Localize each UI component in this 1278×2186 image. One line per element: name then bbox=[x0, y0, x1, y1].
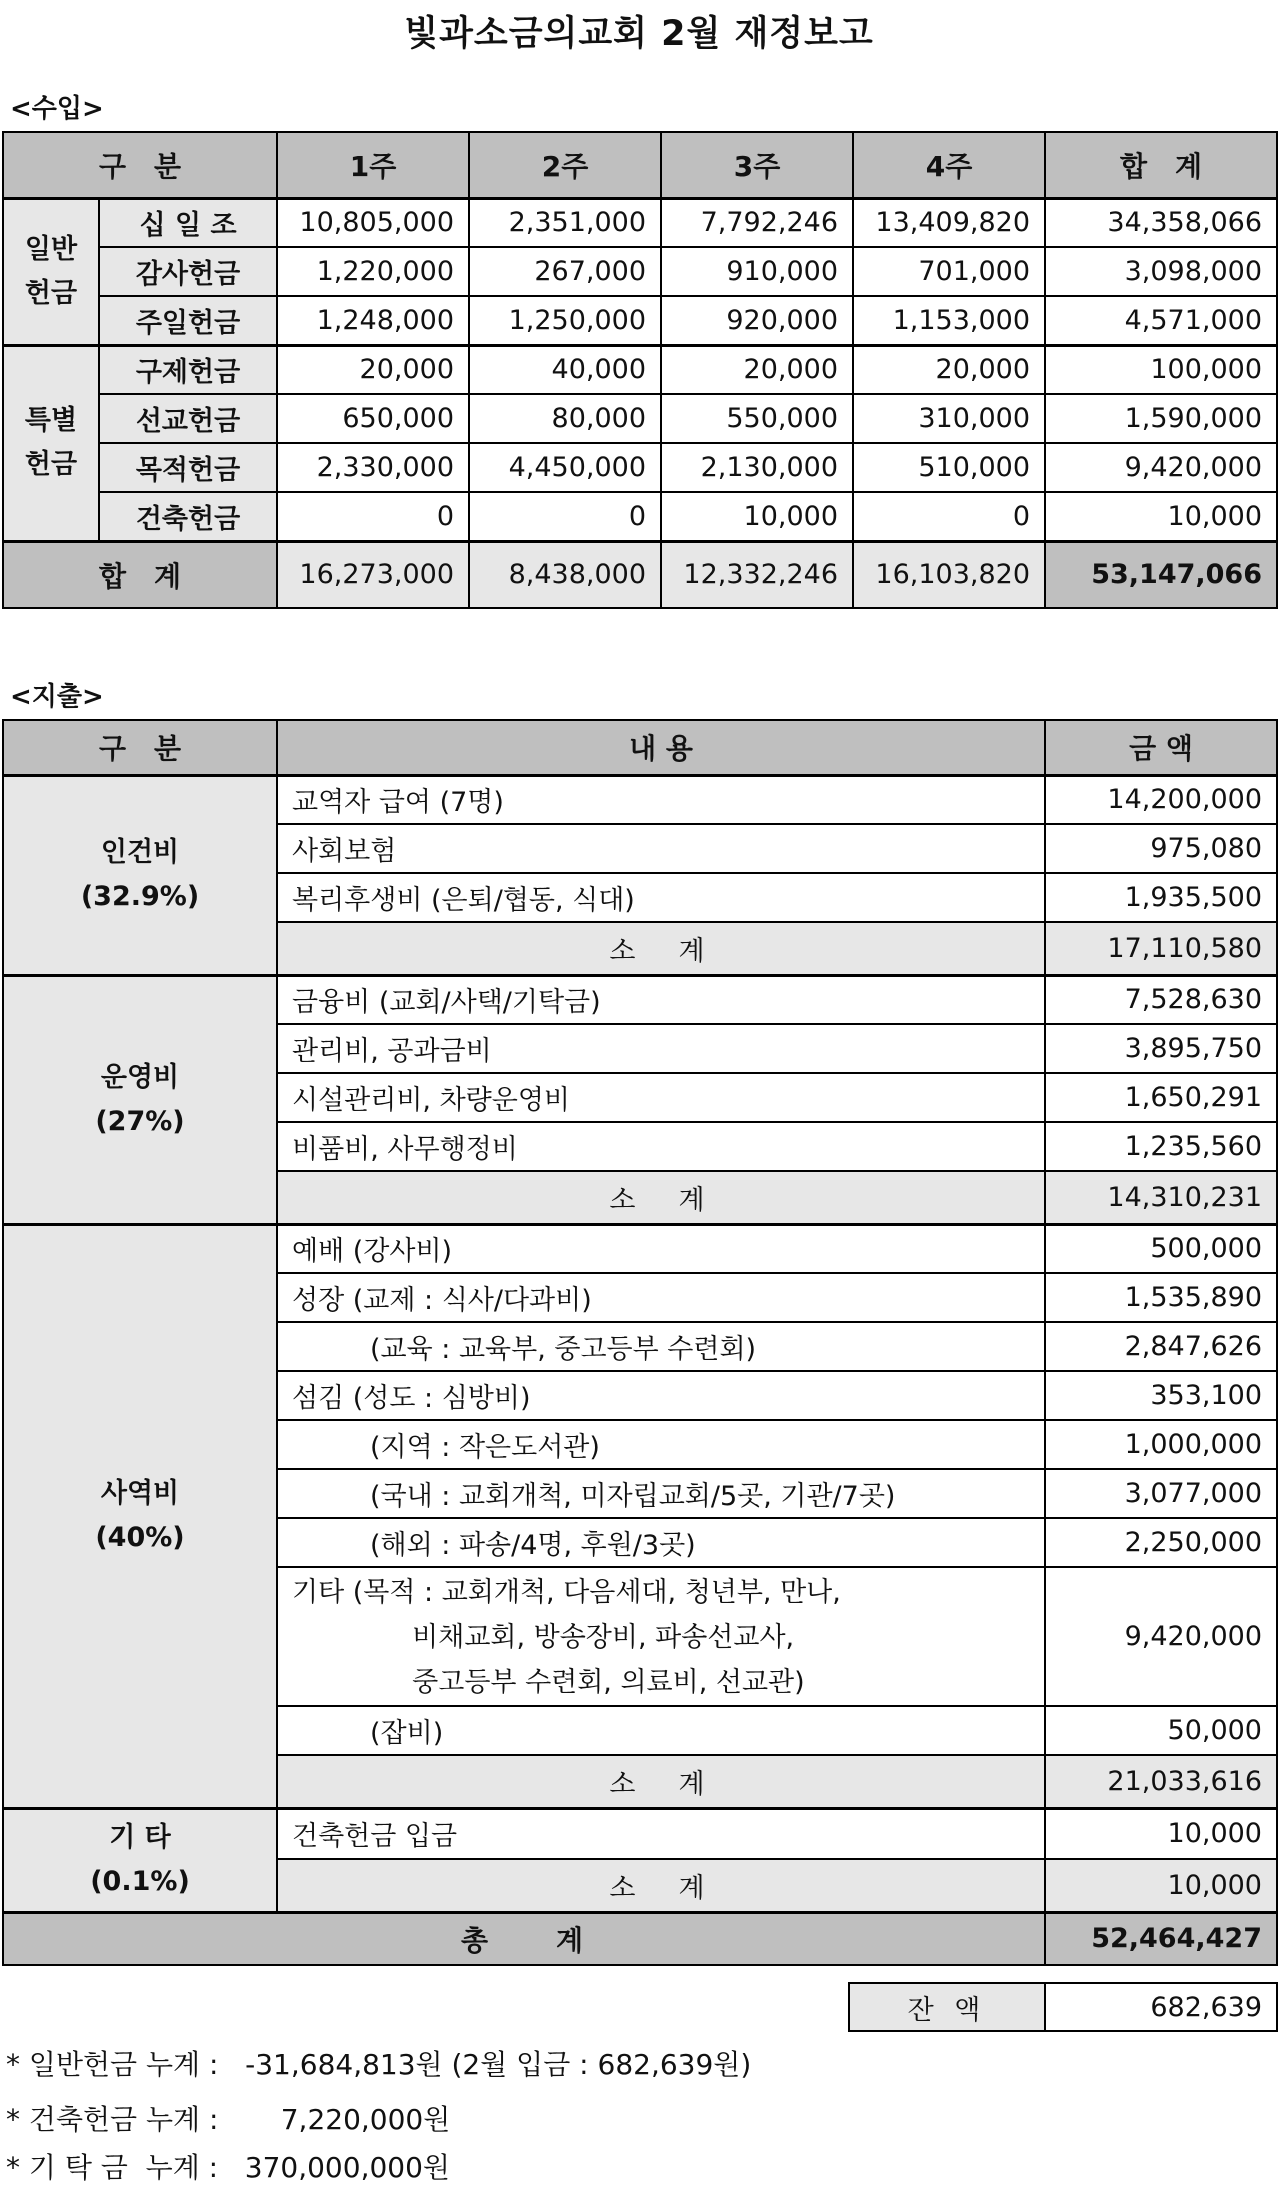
subtotal-label: 소 계 bbox=[277, 922, 1045, 975]
income-value: 0 bbox=[853, 492, 1045, 541]
expense-amount: 3,077,000 bbox=[1045, 1469, 1277, 1518]
income-value: 1,250,000 bbox=[469, 296, 661, 345]
income-item-name: 구제헌금 bbox=[99, 345, 277, 394]
income-header-total: 합 계 bbox=[1045, 132, 1277, 198]
income-value: 510,000 bbox=[853, 443, 1045, 492]
expense-desc: 기타 (목적 : 교회개척, 다음세대, 청년부, 만나, 비채교회, 방송장비, 파송선교사, 중고등부 수련회, 의료비, 선교관) bbox=[277, 1567, 1045, 1706]
income-row-total: 1,590,000 bbox=[1045, 394, 1277, 443]
expense-group-label: 운영비 (27%) bbox=[3, 975, 277, 1224]
income-row bbox=[3, 247, 1277, 296]
income-item-name: 십 일 조 bbox=[99, 198, 277, 247]
income-value: 310,000 bbox=[853, 394, 1045, 443]
income-row bbox=[3, 296, 1277, 345]
expense-desc: 성장 (교제 : 식사/다과비) bbox=[277, 1273, 1045, 1322]
income-header-week1: 1주 bbox=[277, 132, 469, 198]
income-value: 10,805,000 bbox=[277, 198, 469, 247]
expense-amount: 3,895,750 bbox=[1045, 1024, 1277, 1073]
subtotal-label: 소 계 bbox=[277, 1859, 1045, 1912]
expense-row bbox=[3, 975, 1277, 1024]
income-value: 2,330,000 bbox=[277, 443, 469, 492]
expense-group-label: 기 타 (0.1%) bbox=[3, 1808, 277, 1912]
balance-amount: 682,639 bbox=[1045, 1983, 1277, 2031]
income-value: 2,351,000 bbox=[469, 198, 661, 247]
income-value: 10,000 bbox=[661, 492, 853, 541]
income-header-week2: 2주 bbox=[469, 132, 661, 198]
expense-total-label: 총 계 bbox=[3, 1912, 1045, 1965]
subtotal-amount: 17,110,580 bbox=[1045, 922, 1277, 975]
expense-desc: 금융비 (교회/사택/기탁금) bbox=[277, 975, 1045, 1024]
expense-desc: 섬김 (성도 : 심방비) bbox=[277, 1371, 1045, 1420]
expense-total-row bbox=[3, 1912, 1277, 1965]
income-value: 13,409,820 bbox=[853, 198, 1045, 247]
expense-desc: (지역 : 작은도서관) bbox=[277, 1420, 1045, 1469]
income-value: 20,000 bbox=[277, 345, 469, 394]
expense-desc: (잡비) bbox=[277, 1706, 1045, 1755]
expense-desc: 건축헌금 입금 bbox=[277, 1808, 1045, 1859]
income-total-label: 합 계 bbox=[3, 541, 277, 608]
income-value: 2,130,000 bbox=[661, 443, 853, 492]
income-row-total: 3,098,000 bbox=[1045, 247, 1277, 296]
expense-amount: 1,935,500 bbox=[1045, 873, 1277, 922]
income-row bbox=[3, 394, 1277, 443]
note-general-offering: * 일반헌금 누계 : -31,684,813원 (2월 입금 : 682,639원) bbox=[6, 2048, 752, 2081]
balance-row bbox=[849, 1983, 1277, 2031]
expense-desc: 관리비, 공과금비 bbox=[277, 1024, 1045, 1073]
income-value: 40,000 bbox=[469, 345, 661, 394]
expense-amount: 1,000,000 bbox=[1045, 1420, 1277, 1469]
income-value: 1,248,000 bbox=[277, 296, 469, 345]
income-item-name: 건축헌금 bbox=[99, 492, 277, 541]
expense-header-amount: 금 액 bbox=[1045, 720, 1277, 775]
expense-amount: 10,000 bbox=[1045, 1808, 1277, 1859]
income-value: 80,000 bbox=[469, 394, 661, 443]
income-item-name: 목적헌금 bbox=[99, 443, 277, 492]
expense-desc: 비품비, 사무행정비 bbox=[277, 1122, 1045, 1171]
expense-amount: 1,235,560 bbox=[1045, 1122, 1277, 1171]
income-total-value: 12,332,246 bbox=[661, 541, 853, 608]
income-header-week4: 4주 bbox=[853, 132, 1045, 198]
income-header-row bbox=[3, 132, 1277, 198]
expense-desc: 교역자 급여 (7명) bbox=[277, 775, 1045, 824]
expense-desc: 시설관리비, 차량운영비 bbox=[277, 1073, 1045, 1122]
income-value: 20,000 bbox=[853, 345, 1045, 394]
income-value: 20,000 bbox=[661, 345, 853, 394]
income-value: 0 bbox=[469, 492, 661, 541]
expense-section-label: <지출> bbox=[10, 682, 104, 712]
income-item-name: 주일헌금 bbox=[99, 296, 277, 345]
expense-group-label: 인건비 (32.9%) bbox=[3, 775, 277, 975]
income-row bbox=[3, 198, 1277, 247]
balance-table bbox=[848, 1982, 1278, 2032]
expense-header-row bbox=[3, 720, 1277, 775]
expense-header-content: 내 용 bbox=[277, 720, 1045, 775]
expense-desc: (해외 : 파송/4명, 후원/3곳) bbox=[277, 1518, 1045, 1567]
income-grand-total: 53,147,066 bbox=[1045, 541, 1277, 608]
expense-amount: 975,080 bbox=[1045, 824, 1277, 873]
expense-desc: (국내 : 교회개척, 미자립교회/5곳, 기관/7곳) bbox=[277, 1469, 1045, 1518]
expense-group-label: 사역비 (40%) bbox=[3, 1224, 277, 1808]
income-item-name: 선교헌금 bbox=[99, 394, 277, 443]
income-row-total: 4,571,000 bbox=[1045, 296, 1277, 345]
expense-amount: 2,847,626 bbox=[1045, 1322, 1277, 1371]
income-total-value: 16,273,000 bbox=[277, 541, 469, 608]
balance-label: 잔 액 bbox=[849, 1983, 1045, 2031]
subtotal-amount: 21,033,616 bbox=[1045, 1755, 1277, 1808]
page-title: 빛과소금의교회 2월 재정보고 bbox=[404, 14, 874, 54]
income-value: 920,000 bbox=[661, 296, 853, 345]
subtotal-amount: 14,310,231 bbox=[1045, 1171, 1277, 1224]
expense-row bbox=[3, 1224, 1277, 1273]
expense-header-category: 구 분 bbox=[3, 720, 277, 775]
expense-amount: 14,200,000 bbox=[1045, 775, 1277, 824]
expense-amount: 1,650,291 bbox=[1045, 1073, 1277, 1122]
income-row bbox=[3, 345, 1277, 394]
income-value: 267,000 bbox=[469, 247, 661, 296]
income-total-row bbox=[3, 541, 1277, 608]
income-row bbox=[3, 443, 1277, 492]
subtotal-label: 소 계 bbox=[277, 1171, 1045, 1224]
income-total-value: 16,103,820 bbox=[853, 541, 1045, 608]
expense-amount: 1,535,890 bbox=[1045, 1273, 1277, 1322]
note-building-fund: * 건축헌금 누계 : 7,220,000원 bbox=[6, 2103, 451, 2136]
expense-amount: 500,000 bbox=[1045, 1224, 1277, 1273]
income-value: 7,792,246 bbox=[661, 198, 853, 247]
expense-desc: (교육 : 교육부, 중고등부 수련회) bbox=[277, 1322, 1045, 1371]
expense-table bbox=[2, 719, 1278, 1966]
expense-desc: 예배 (강사비) bbox=[277, 1224, 1045, 1273]
expense-amount: 50,000 bbox=[1045, 1706, 1277, 1755]
income-value: 910,000 bbox=[661, 247, 853, 296]
income-value: 650,000 bbox=[277, 394, 469, 443]
income-row-total: 9,420,000 bbox=[1045, 443, 1277, 492]
expense-amount: 2,250,000 bbox=[1045, 1518, 1277, 1567]
subtotal-label: 소 계 bbox=[277, 1755, 1045, 1808]
income-section-label: <수입> bbox=[10, 94, 104, 124]
income-header-week3: 3주 bbox=[661, 132, 853, 198]
subtotal-amount: 10,000 bbox=[1045, 1859, 1277, 1912]
income-value: 0 bbox=[277, 492, 469, 541]
income-group-label: 일반 헌금 bbox=[3, 198, 99, 345]
income-header-category: 구 분 bbox=[3, 132, 277, 198]
income-total-value: 8,438,000 bbox=[469, 541, 661, 608]
income-row-total: 100,000 bbox=[1045, 345, 1277, 394]
income-row bbox=[3, 492, 1277, 541]
expense-amount: 9,420,000 bbox=[1045, 1567, 1277, 1706]
income-value: 1,220,000 bbox=[277, 247, 469, 296]
income-row-total: 10,000 bbox=[1045, 492, 1277, 541]
note-deposit: * 기 탁 금 누계 : 370,000,000원 bbox=[6, 2151, 450, 2184]
income-item-name: 감사헌금 bbox=[99, 247, 277, 296]
income-table bbox=[2, 131, 1278, 609]
expense-amount: 353,100 bbox=[1045, 1371, 1277, 1420]
expense-desc: 사회보험 bbox=[277, 824, 1045, 873]
income-value: 1,153,000 bbox=[853, 296, 1045, 345]
expense-row bbox=[3, 775, 1277, 824]
income-value: 4,450,000 bbox=[469, 443, 661, 492]
expense-desc: 복리후생비 (은퇴/협동, 식대) bbox=[277, 873, 1045, 922]
income-value: 701,000 bbox=[853, 247, 1045, 296]
expense-grand-total: 52,464,427 bbox=[1045, 1912, 1277, 1965]
income-value: 550,000 bbox=[661, 394, 853, 443]
income-row-total: 34,358,066 bbox=[1045, 198, 1277, 247]
income-group-label: 특별 헌금 bbox=[3, 345, 99, 541]
expense-amount: 7,528,630 bbox=[1045, 975, 1277, 1024]
expense-row bbox=[3, 1808, 1277, 1859]
